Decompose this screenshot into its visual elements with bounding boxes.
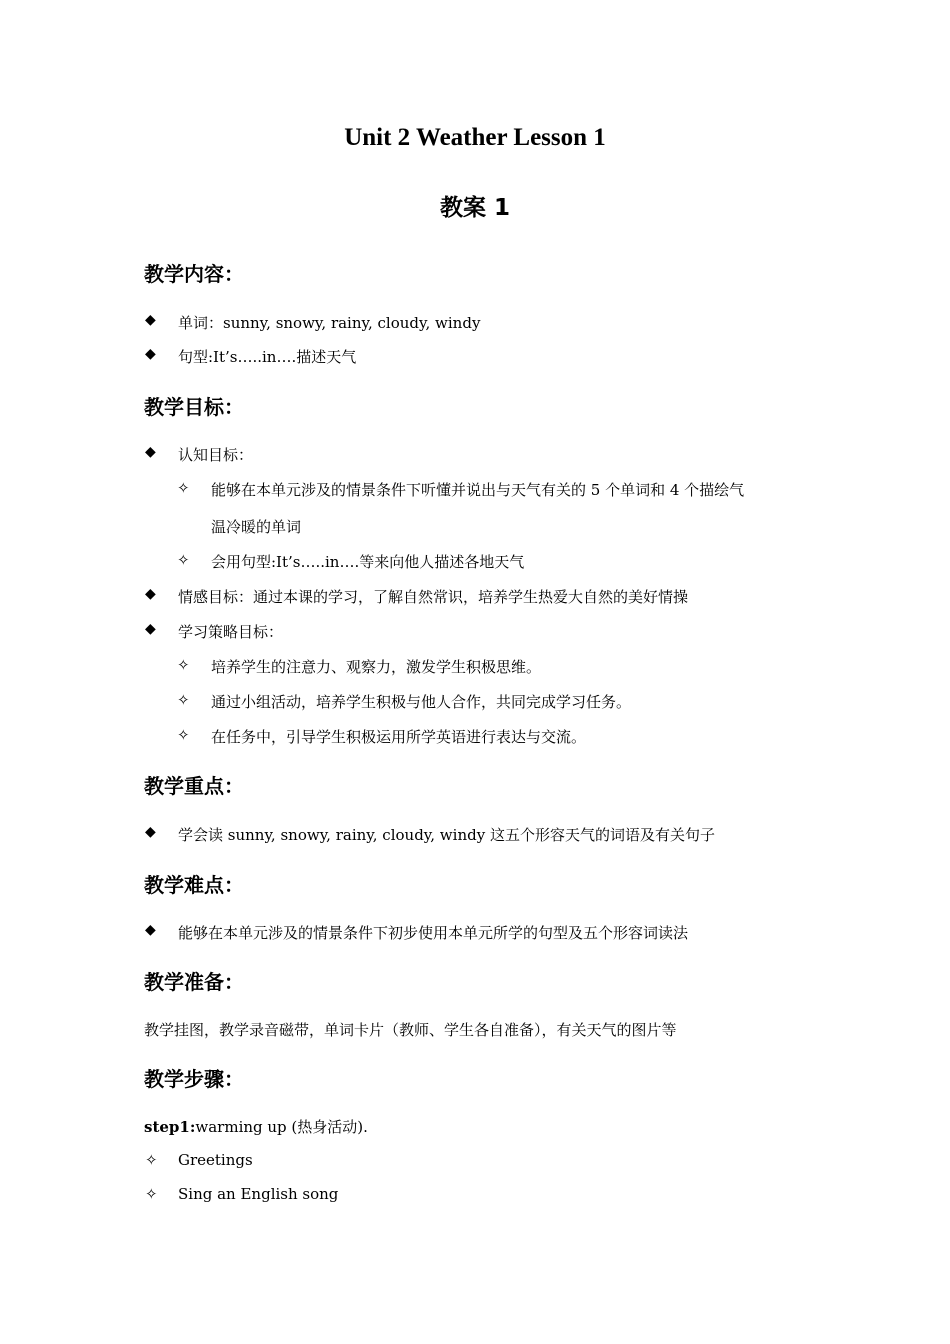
list-item: Greetings [178, 1151, 253, 1169]
section-heading-goals: 教学目标： [144, 395, 244, 419]
diamond-bullet-icon: ◆ [145, 824, 156, 840]
document-title: Unit 2 Weather Lesson 1 [344, 124, 606, 151]
document-subtitle: 教案 1 [439, 195, 510, 221]
sub-list-item: 会用句型:It’s…..in….等来向他人描述各地天气 [211, 553, 525, 571]
step-1-label: step1: [144, 1118, 196, 1136]
list-item: 认知目标： [178, 446, 254, 464]
diamond-bullet-icon: ◆ [145, 621, 156, 637]
star-bullet-icon: ✧ [145, 1185, 158, 1203]
star-bullet-icon: ✧ [177, 691, 190, 709]
diamond-bullet-icon: ◆ [145, 312, 156, 328]
preparation-text: 教学挂图，教学录音磁带，单词卡片（教师、学生各自准备），有关天气的图片等 [144, 1021, 677, 1039]
diamond-bullet-icon: ◆ [145, 444, 156, 460]
list-item: 能够在本单元涉及的情景条件下初步使用本单元所学的句型及五个形容词读法 [178, 924, 689, 942]
list-item: 学会读 sunny, snowy, rainy, cloudy, windy 这五个形容天气的词语及有关句子 [178, 826, 715, 844]
list-item: 情感目标：通过本课的学习，了解自然常识，培养学生热爱大自然的美好情操 [178, 588, 689, 606]
sub-list-item: 培养学生的注意力、观察力，激发学生积极思维。 [211, 658, 542, 676]
sub-list-item: 能够在本单元涉及的情景条件下听懂并说出与天气有关的 5 个单词和 4 个描绘气 [211, 481, 745, 499]
star-bullet-icon: ✧ [177, 479, 190, 497]
sub-list-item-continued: 温冷暖的单词 [211, 518, 302, 536]
diamond-bullet-icon: ◆ [145, 586, 156, 602]
list-item: 学习策略目标： [178, 623, 284, 641]
star-bullet-icon: ✧ [177, 726, 190, 744]
sub-list-item: 通过小组活动，培养学生积极与他人合作，共同完成学习任务。 [211, 693, 632, 711]
list-item: Sing an English song [178, 1185, 339, 1203]
diamond-bullet-icon: ◆ [145, 922, 156, 938]
step-1-text: warming up (热身活动). [195, 1118, 368, 1136]
sub-list-item: 在任务中，引导学生积极运用所学英语进行表达与交流。 [211, 728, 587, 746]
star-bullet-icon: ✧ [177, 656, 190, 674]
list-item: 单词：sunny, snowy, rainy, cloudy, windy [178, 314, 481, 332]
section-heading-content: 教学内容： [144, 262, 244, 286]
diamond-bullet-icon: ◆ [145, 346, 156, 362]
step-1-line [144, 1116, 368, 1137]
section-heading-difficulties: 教学难点： [144, 873, 244, 897]
section-heading-preparation: 教学准备： [144, 970, 244, 994]
list-item: 句型:It’s…..in….描述天气 [178, 348, 357, 366]
section-heading-key-points: 教学重点： [144, 774, 244, 798]
star-bullet-icon: ✧ [177, 551, 190, 569]
star-bullet-icon: ✧ [145, 1151, 158, 1169]
section-heading-steps: 教学步骤： [144, 1067, 244, 1091]
